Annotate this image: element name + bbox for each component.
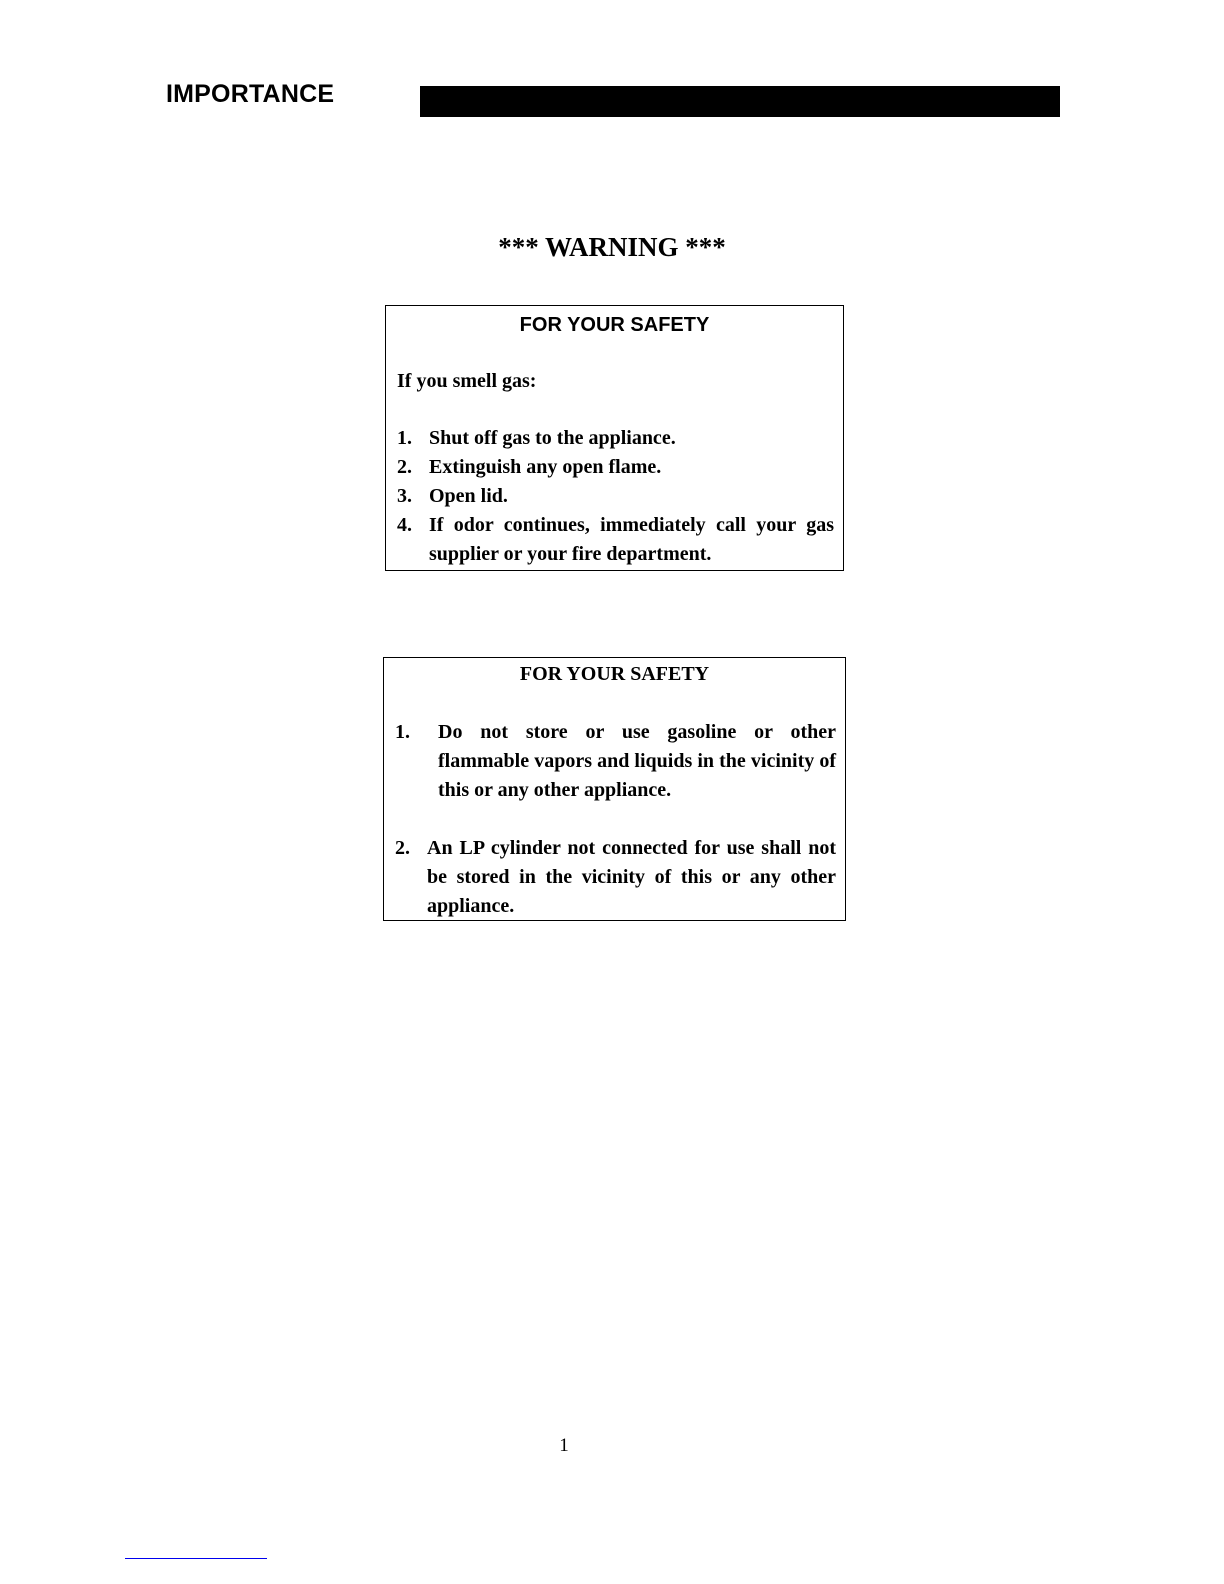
- list-item: [397, 482, 834, 511]
- safety-box-title: FOR YOUR SAFETY: [519, 314, 710, 336]
- list-item-number: 4.: [397, 514, 412, 536]
- safety-box-gas-smell: [385, 305, 844, 571]
- page-number: 1: [559, 1435, 569, 1456]
- list-item: [395, 718, 836, 805]
- list-item-text: Open lid.: [429, 485, 508, 507]
- list-item-number: 3.: [397, 485, 412, 507]
- list-item-text: If odor continues, immediately call your gas supplier or your fire department.: [429, 514, 834, 565]
- list-item-text: Do not store or use gasoline or other flammable vapors and liquids in the vicinity of this or any other appliance.: [438, 721, 836, 801]
- list-item: [397, 453, 834, 482]
- header-bar: [420, 86, 1060, 117]
- list-item: [397, 424, 834, 453]
- list-item-number: 2.: [395, 837, 410, 859]
- safety-instructions-list: [397, 424, 834, 569]
- footer-rule: [125, 1558, 267, 1559]
- safety-box-storage: [383, 657, 846, 921]
- list-item-text: Shut off gas to the appliance.: [429, 427, 676, 449]
- safety-box-intro: If you smell gas:: [397, 370, 537, 392]
- list-item-text: Extinguish any open flame.: [429, 456, 662, 478]
- list-item-number: 1.: [395, 721, 410, 743]
- list-item-text: An LP cylinder not connected for use shall not be stored in the vicinity of this or any other appliance.: [427, 837, 836, 917]
- list-item: [395, 834, 836, 921]
- list-item-number: 1.: [397, 427, 412, 449]
- safety-box-title: FOR YOUR SAFETY: [519, 663, 710, 685]
- warning-heading: *** WARNING ***: [498, 232, 726, 262]
- list-item: [397, 511, 834, 569]
- list-item-number: 2.: [397, 456, 412, 478]
- section-title: IMPORTANCE: [166, 80, 335, 108]
- safety-instructions-list: [395, 718, 836, 921]
